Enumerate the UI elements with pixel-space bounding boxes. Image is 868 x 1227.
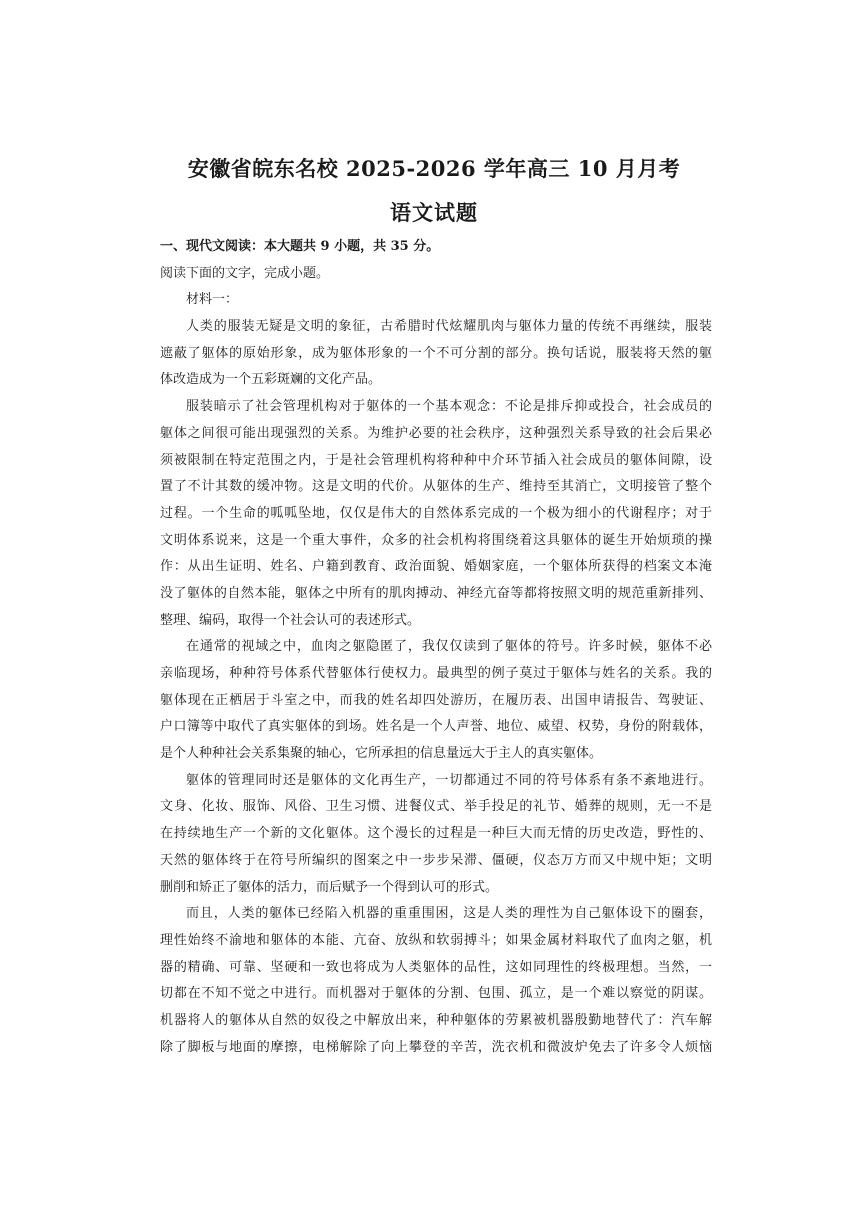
paragraph-line: 机器将人的躯体从自然的奴役之中解放出来，种种躯体的劳累被机器殷勤地替代了：汽车解 bbox=[160, 1012, 712, 1028]
paragraph-line: 在持续地生产一个新的文化躯体。这个漫长的过程是一种巨大而无情的历史改造，野性的、 bbox=[160, 826, 712, 842]
paragraph-line: 人类的服装无疑是文明的象征，古希腊时代炫耀肌肉与躯体力量的传统不再继续，服装 bbox=[186, 319, 712, 335]
exam-subtitle: 语文试题 bbox=[390, 200, 478, 225]
instruction-text: 阅读下面的文字，完成小题。 bbox=[160, 265, 330, 281]
paragraph-line: 须被限制在特定范围之内，于是社会管理机构将种种中介环节插入社会成员的躯体间隙，设 bbox=[160, 452, 712, 468]
paragraph-line: 亲临现场，种种符号体系代替躯体行使权力。最典型的例子莫过于躯体与姓名的关系。我的 bbox=[160, 666, 712, 681]
material-label: 材料一： bbox=[186, 292, 239, 308]
paragraph-4 bbox=[160, 768, 712, 901]
paragraph-line: 没了躯体的自然本能，躯体之中所有的肌肉搏动、神经亢奋等都将按照文明的规范重新排列、 bbox=[160, 585, 712, 601]
paragraph-line: 在通常的视域之中，血肉之躯隐匿了，我仅仅读到了躯体的符号。许多时候，躯体不必 bbox=[186, 639, 712, 655]
section-heading: 一、现代文阅读：本大题共 9 小题，共 35 分。 bbox=[160, 239, 440, 254]
paragraph-line: 遮蔽了躯体的原始形象，成为躯体形象的一个不可分割的部分。换句话说，服装将天然的躯 bbox=[160, 345, 712, 361]
paragraph-line: 是个人种种社会关系集聚的轴心，它所承担的信息量远大于主人的真实躯体。 bbox=[160, 746, 603, 762]
paragraph-line: 器的精确、可靠、坚硬和一致也将成为人类躯体的品性，这如同理性的终极理想。当然，一 bbox=[160, 959, 712, 975]
paragraph-line: 躯体之间很可能出现强烈的关系。为维护必要的社会秩序，这种强烈关系导致的社会后果必 bbox=[160, 425, 712, 441]
paragraph-line: 躯体的管理同时还是躯体的文化再生产，一切都通过不同的符号体系有条不紊地进行。 bbox=[186, 772, 712, 788]
paragraph-line: 服装暗示了社会管理机构对于躯体的一个基本观念：不论是排斥抑或投合，社会成员的 bbox=[186, 399, 712, 415]
exam-title: 安徽省皖东名校 2025-2026 学年高三 10 月月考 bbox=[187, 156, 681, 181]
paragraph-1 bbox=[160, 314, 712, 394]
paragraph-line: 置了不计其数的缓冲物。这是文明的代价。从躯体的生产、维持至其消亡，文明接管了整个 bbox=[160, 479, 712, 495]
paragraph-line: 文身、化妆、服饰、风俗、卫生习惯、进餐仪式、举手投足的礼节、婚葬的规则，无一不是 bbox=[160, 799, 712, 815]
paragraph-line: 文明体系说来，这是一个重大事件，众多的社会机构将围绕着这具躯体的诞生开始烦琐的操 bbox=[160, 532, 712, 548]
paragraph-5 bbox=[160, 901, 712, 1061]
reading-content bbox=[160, 234, 712, 1061]
paragraph-line: 户口簿等中取代了真实躯体的到场。姓名是一个人声誉、地位、威望、权势，身份的附载体， bbox=[160, 719, 712, 735]
paragraph-line: 作：从出生证明、姓名、户籍到教育、政治面貌、婚姻家庭，一个躯体所获得的档案文本淹 bbox=[160, 559, 712, 575]
paragraph-line: 过程。一个生命的呱呱坠地，仅仅是伟大的自然体系完成的一个极为细小的代谢程序；对于 bbox=[160, 505, 712, 521]
paragraph-line: 理性始终不渝地和躯体的本能、亢奋、放纵和软弱搏斗；如果金属材料取代了血肉之躯，机 bbox=[160, 932, 712, 948]
paragraph-line: 而且，人类的躯体已经陷入机器的重重围困，这是人类的理性为自己躯体设下的圈套， bbox=[186, 906, 712, 922]
paragraph-2 bbox=[160, 394, 712, 634]
paragraph-line: 切都在不知不觉之中进行。而机器对于躯体的分割、包围、孤立，是一个难以察觉的阴谋。 bbox=[160, 986, 712, 1002]
paragraph-line: 体改造成为一个五彩斑斓的文化产品。 bbox=[160, 372, 382, 388]
paragraph-line: 除了脚板与地面的摩擦，电梯解除了向上攀登的辛苦，洗衣机和微波炉免去了许多令人烦恼 bbox=[160, 1039, 712, 1055]
paragraph-line: 整理、编码，取得一个社会认可的表述形式。 bbox=[160, 612, 421, 628]
paragraph-3 bbox=[160, 634, 712, 767]
paragraph-line: 删削和矫正了躯体的活力，而后赋予一个得到认可的形式。 bbox=[160, 879, 499, 895]
paragraph-line: 躯体现在正栖居于斗室之中，而我的姓名却四处游历，在履历表、出国申请报告、驾驶证、 bbox=[160, 692, 712, 708]
paragraph-line: 天然的躯体终于在符号所编织的图案之中一步步呆滞、僵硬，仪态万方而又中规中矩；文明 bbox=[160, 852, 712, 868]
